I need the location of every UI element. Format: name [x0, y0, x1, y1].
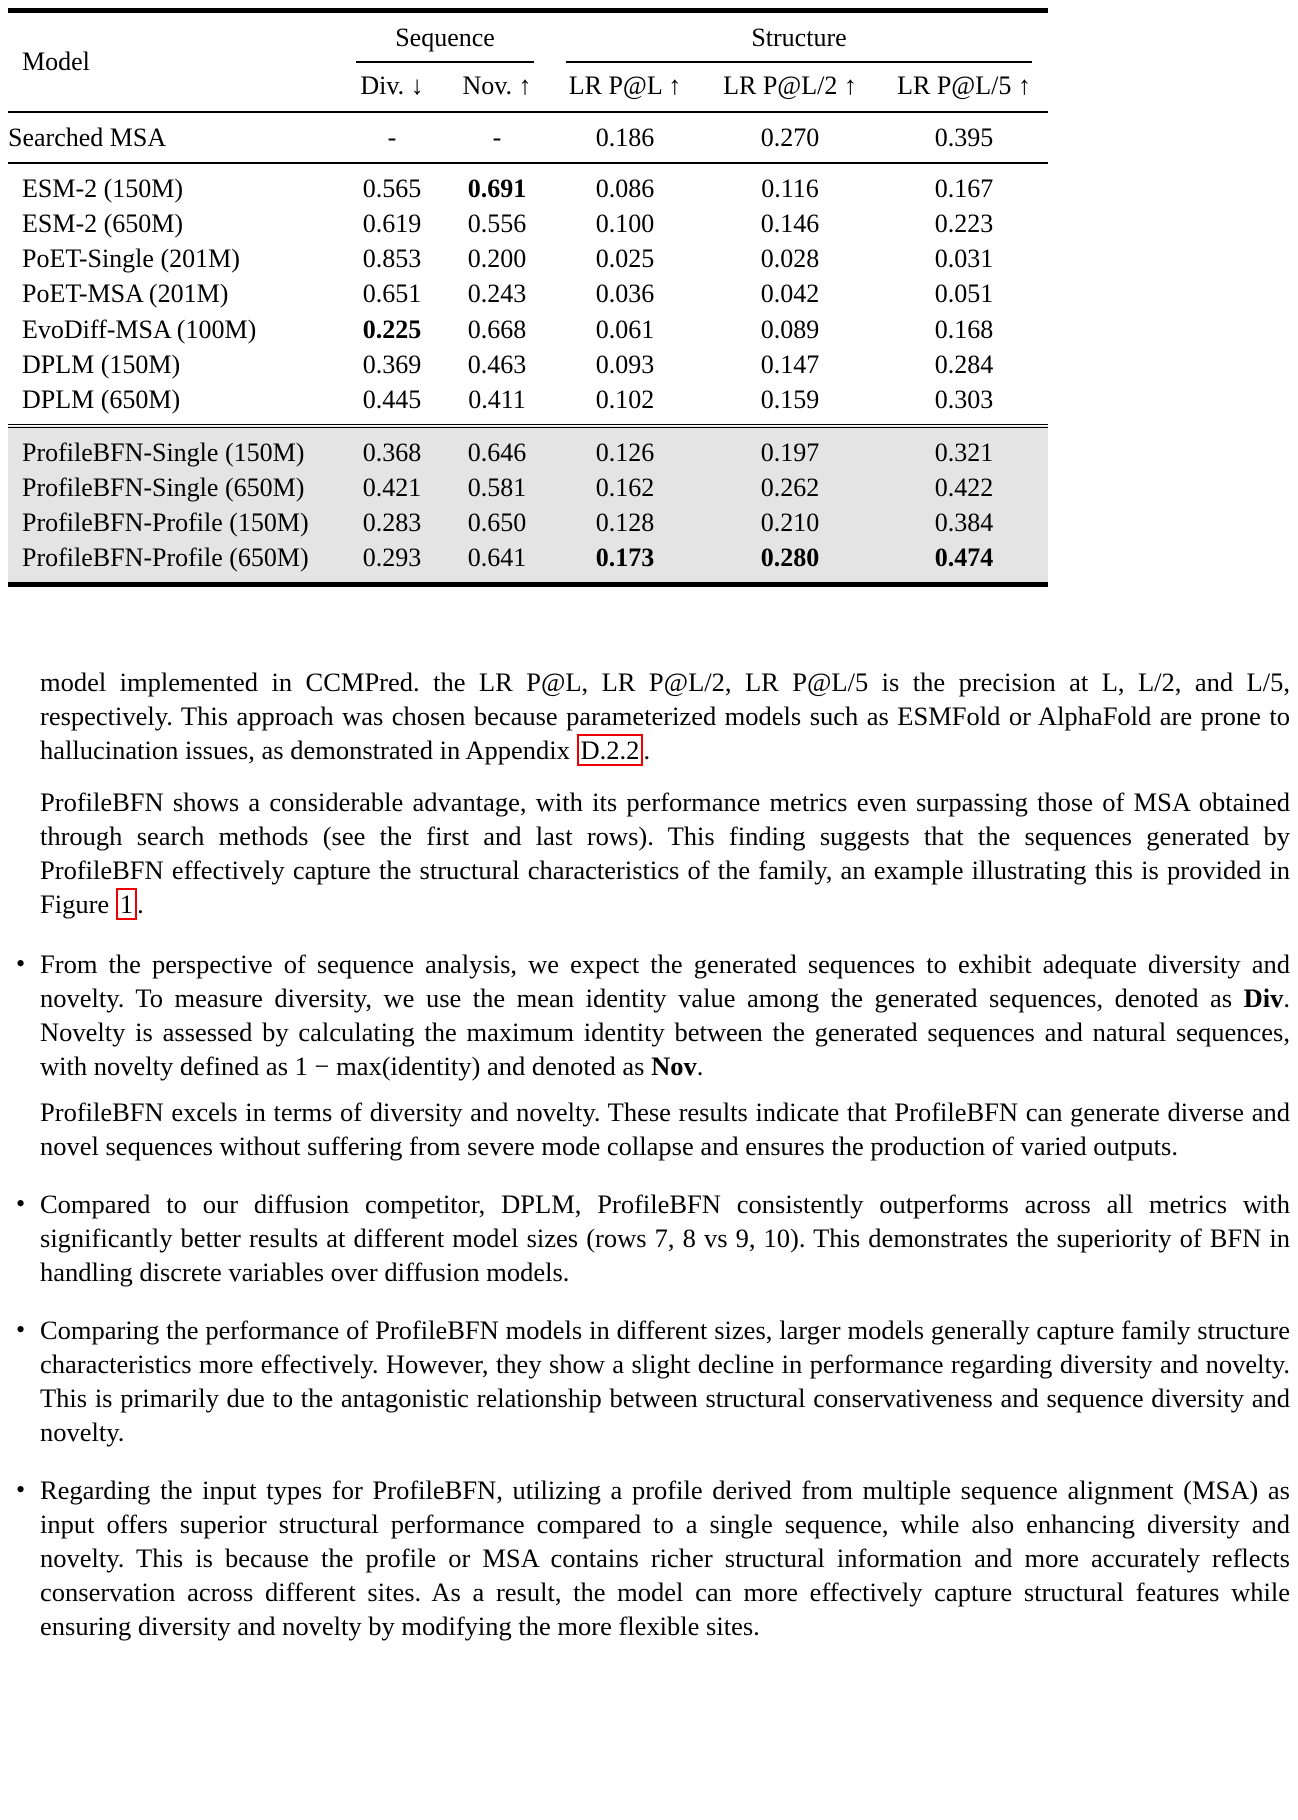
bullet-marker: •	[16, 949, 26, 979]
column-header-lr-pl2: LR P@L/2 ↑	[723, 71, 857, 100]
text-run: .	[643, 735, 651, 766]
metric-value-cell: 0.270	[760, 123, 820, 152]
table-row	[8, 505, 1048, 540]
metric-value-cell: 0.089	[760, 314, 820, 344]
metric-value-cell: 0.321	[934, 437, 994, 467]
metric-value-cell: 0.031	[934, 244, 994, 274]
paragraph	[40, 665, 1290, 767]
model-name-cell: ProfileBFN-Profile (650M)	[22, 543, 309, 573]
bullet-item	[16, 1187, 1290, 1289]
metric-value-cell: 0.691	[467, 174, 527, 204]
metric-value-cell: 0.262	[760, 472, 820, 502]
metric-value-cell: 0.581	[467, 472, 527, 502]
paragraph	[40, 785, 1290, 921]
metric-value-cell: 0.100	[595, 209, 655, 239]
metric-value-cell: 0.167	[934, 174, 994, 204]
table-row	[8, 347, 1048, 382]
baseline-rows-group	[8, 112, 1048, 163]
metric-value-cell: 0.197	[760, 437, 820, 467]
bullet-marker: •	[16, 1315, 26, 1345]
metric-value-cell: -	[387, 123, 397, 152]
text-run: Compared to our diffusion competitor, DPLM, ProfileBFN consistently outperforms across all metrics with significantly better results at different model sizes (rows 7, 8 vs 9, 10). This demonstrates the superiority of BFN in handling discrete variables over diffusion models.	[40, 1189, 1290, 1288]
metric-value-cell: 0.565	[362, 174, 422, 204]
metric-value-cell: 0.303	[934, 384, 994, 414]
bullet-paragraph	[40, 1313, 1290, 1449]
metric-value-cell: 0.280	[760, 543, 820, 573]
metric-value-cell: 0.293	[362, 543, 422, 573]
metric-value-cell: 0.283	[362, 508, 422, 538]
table-row	[8, 206, 1048, 241]
column-header-nov: Nov. ↑	[462, 71, 532, 100]
metric-value-cell: 0.200	[467, 244, 527, 274]
metric-value-cell: 0.168	[934, 314, 994, 344]
metric-value-cell: 0.646	[467, 437, 527, 467]
model-name-cell: PoET-Single (201M)	[22, 244, 240, 274]
metric-value-cell: 0.411	[468, 384, 526, 414]
profilebfn-rows-group	[8, 426, 1048, 585]
metric-value-cell: 0.421	[362, 472, 422, 502]
baseline-model-rows-group	[8, 163, 1048, 426]
metric-value-cell: 0.650	[467, 508, 527, 538]
text-run: Regarding the input types for ProfileBFN, utilizing a profile derived from multiple sequence alignment (MSA) as input offers superior structural performance compared to a single sequence, while also enhancing diversity and novelty. This is because the profile or MSA contains richer structural information and more accurately reflects conservation across different sites. As a result, the model can more effectively capture structural features while ensuring diversity and novelty by modifying the more flexible sites.	[40, 1475, 1290, 1642]
metric-value-cell: 0.641	[467, 543, 527, 573]
table-row	[8, 426, 1048, 470]
table-row	[8, 163, 1048, 206]
metric-value-cell: 0.186	[595, 123, 655, 152]
column-group-structure	[550, 11, 1048, 64]
model-name-cell: DPLM (150M)	[22, 349, 181, 379]
text-run: .	[137, 889, 144, 920]
bullet-paragraph	[40, 1473, 1290, 1643]
text-run: .	[696, 1051, 704, 1082]
metric-value-cell: 0.422	[934, 472, 994, 502]
table-row	[8, 312, 1048, 347]
metric-value-cell: 0.036	[595, 279, 655, 309]
metric-value-cell: 0.210	[760, 508, 820, 538]
bullet-list	[16, 947, 1290, 1643]
metric-value-cell: 0.369	[362, 349, 422, 379]
metric-value-cell: 0.126	[595, 437, 655, 467]
text-run: From the perspective of sequence analysis, we expect the generated sequences to exhibit adequate diversity and novelty. To measure diversity, we use the mean identity value among the generated sequences, denoted as	[40, 949, 1290, 1014]
bullet-item	[16, 947, 1290, 1163]
bold-term: Nov	[651, 1051, 697, 1082]
bullet-item	[16, 1473, 1290, 1643]
sequence-group-label: Sequence	[356, 23, 534, 63]
body-text-section	[16, 665, 1290, 1643]
model-name-cell: ProfileBFN-Profile (150M)	[22, 508, 309, 538]
metric-value-cell: 0.173	[595, 543, 655, 573]
bold-term: Div	[1243, 983, 1284, 1014]
metric-value-cell: 0.445	[362, 384, 422, 414]
metric-value-cell: 0.146	[760, 209, 820, 239]
text-run: Comparing the performance of ProfileBFN models in different sizes, larger models generally capture family structure characteristics more effectively. However, they show a slight decline in performance regarding diversity and novelty. This is primarily due to the antagonistic relationship between structural conservativeness and sequence diversity and novelty.	[40, 1315, 1290, 1448]
metric-value-cell: 0.025	[595, 244, 655, 274]
metric-value-cell: 0.368	[362, 437, 422, 467]
metric-value-cell: 0.619	[362, 209, 422, 239]
metric-value-cell: 0.556	[467, 209, 527, 239]
metric-value-cell: -	[492, 123, 502, 152]
text-run: ProfileBFN shows a considerable advantage, with its performance metrics even surpassing those of MSA obtained through search methods (see the first and last rows). This finding suggests that the sequences generated by ProfileBFN effectively capture the structural characteristics of the family, an example illustrating this is provided in Figure	[40, 787, 1290, 920]
table-row	[8, 470, 1048, 505]
metric-value-cell: 0.147	[760, 349, 820, 379]
metric-value-cell: 0.042	[760, 279, 820, 309]
header-group-row	[8, 11, 1048, 64]
column-header-model: Model	[22, 47, 90, 76]
bullet-item	[16, 1313, 1290, 1449]
text-run: ProfileBFN excels in terms of diversity and novelty. These results indicate that ProfileBFN can generate diverse and novel sequences without suffering from severe mode collapse and ensures the production of varied outputs.	[40, 1097, 1290, 1162]
metric-value-cell: 0.159	[760, 384, 820, 414]
metric-value-cell: 0.225	[362, 314, 422, 344]
metric-value-cell: 0.162	[595, 472, 655, 502]
reference-link[interactable]: 1	[116, 888, 137, 920]
metric-value-cell: 0.474	[934, 543, 994, 573]
metric-value-cell: 0.116	[761, 174, 819, 204]
table-header	[8, 11, 1048, 113]
metric-value-cell: 0.395	[934, 123, 994, 152]
metric-value-cell: 0.243	[467, 279, 527, 309]
column-header-lr-pl: LR P@L ↑	[568, 71, 682, 100]
bullet-marker: •	[16, 1475, 26, 1505]
bullet-marker: •	[16, 1189, 26, 1219]
structure-group-label: Structure	[566, 23, 1032, 63]
results-table	[8, 8, 1048, 587]
metric-value-cell: 0.651	[362, 279, 422, 309]
column-header-div: Div. ↓	[360, 71, 424, 100]
metric-value-cell: 0.284	[934, 349, 994, 379]
table-row	[8, 276, 1048, 311]
bullet-paragraph	[40, 1095, 1290, 1163]
metric-value-cell: 0.463	[467, 349, 527, 379]
math-expression: 1 − max(identity)	[294, 1051, 481, 1082]
text-run: . Novelty is assessed by calculating the maximum identity between the generated sequences and natural sequences, with novelty defined as	[40, 983, 1290, 1082]
metric-value-cell: 0.102	[595, 384, 655, 414]
results-table-container	[8, 8, 1048, 587]
model-name-cell: ESM-2 (650M)	[22, 209, 184, 239]
model-name-cell: EvoDiff-MSA (100M)	[22, 314, 257, 344]
metric-value-cell: 0.051	[934, 279, 994, 309]
metric-value-cell: 0.853	[362, 244, 422, 274]
bullet-paragraph	[40, 947, 1290, 1083]
model-name-cell: Searched MSA	[8, 123, 167, 152]
text-run: model implemented in CCMPred. the LR P@L, LR P@L/2, LR P@L/5 is the precision at L, L/2, and L/5, respectively. This approach was chosen because parameterized models such as ESMFold or AlphaFold are prone to hallucination issues, as demonstrated in Appendix	[40, 667, 1290, 766]
model-name-cell: ProfileBFN-Single (650M)	[22, 472, 305, 502]
metric-value-cell: 0.384	[934, 508, 994, 538]
model-name-cell: ProfileBFN-Single (150M)	[22, 437, 305, 467]
bullet-paragraph	[40, 1187, 1290, 1289]
table-row	[8, 540, 1048, 585]
metric-value-cell: 0.061	[595, 314, 655, 344]
model-name-cell: PoET-MSA (201M)	[22, 279, 229, 309]
metric-value-cell: 0.093	[595, 349, 655, 379]
column-group-sequence	[340, 11, 550, 64]
table-row	[8, 241, 1048, 276]
table-row	[8, 382, 1048, 426]
model-name-cell: DPLM (650M)	[22, 384, 181, 414]
metric-value-cell: 0.128	[595, 508, 655, 538]
metric-value-cell: 0.086	[595, 174, 655, 204]
column-header-lr-pl5: LR P@L/5 ↑	[897, 71, 1031, 100]
text-run: and denoted as	[480, 1051, 652, 1082]
table-row	[8, 112, 1048, 163]
model-name-cell: ESM-2 (150M)	[22, 174, 184, 204]
metric-value-cell: 0.028	[760, 244, 820, 274]
metric-value-cell: 0.668	[467, 314, 527, 344]
metric-value-cell: 0.223	[934, 209, 994, 239]
reference-link[interactable]: D.2.2	[577, 734, 644, 766]
